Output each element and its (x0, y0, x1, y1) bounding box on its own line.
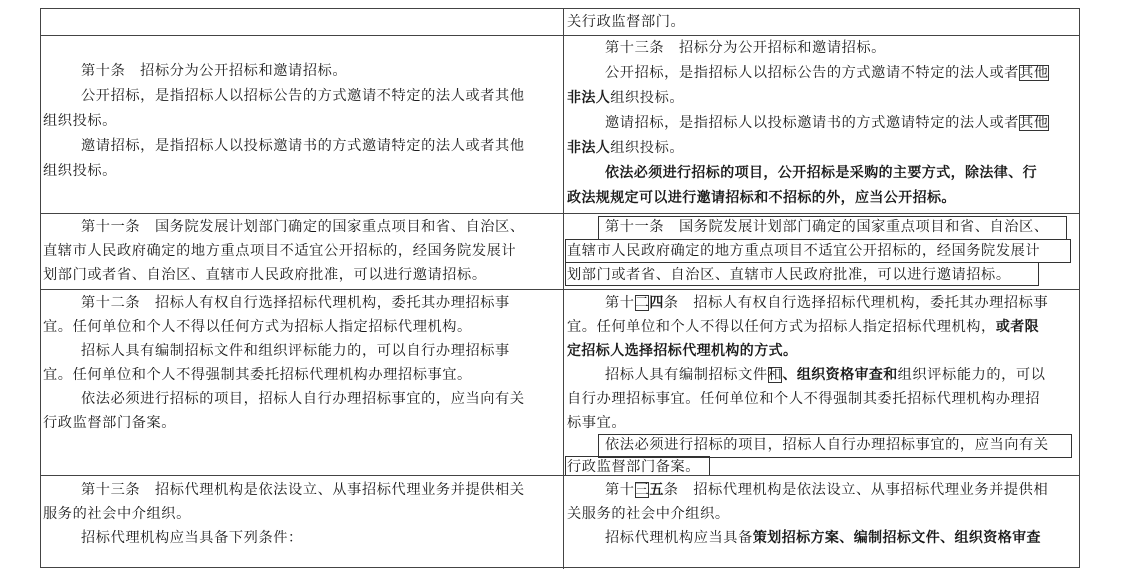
table-row (41, 35, 1079, 213)
left-cell (41, 214, 564, 289)
text-line (567, 113, 1049, 133)
text-line: 宜。任何单位和个人不得以任何方式为招标人指定招标代理机构。 (43, 319, 472, 335)
text-line: 招标代理机构应当具备下列条件： (81, 530, 303, 546)
text-line: 第十三条 招标代理机构是依法设立、从事招标代理业务并提供相关 (81, 482, 525, 498)
text-segment: 组织评标能力的，可以 (897, 367, 1046, 383)
text-line: 标事宜。 (567, 415, 627, 431)
table-row (41, 289, 1079, 475)
text-line (567, 365, 1046, 385)
text-line (567, 317, 1039, 337)
text-segment: 邀请招标，是指招标人以投标邀请书的方式邀请特定的法人或者 (605, 115, 1020, 131)
text-segment: 条 招标代理机构是依法设立、从事招标代理业务并提供相 (663, 482, 1049, 498)
text-segment: 招标代理机构应当具备 (605, 530, 753, 546)
boxed-text: 二 (634, 295, 650, 311)
text-line (567, 293, 1048, 313)
table-row (41, 9, 1079, 35)
text-line: 关行政监督部门。 (567, 14, 686, 30)
text-line: 第十一条 国务院发展计划部门确定的国家重点项目和省、自治区、 (605, 219, 1049, 235)
bold-text: 五 (649, 482, 664, 498)
text-line: 组织投标。 (43, 113, 117, 129)
text-segment: 条 招标人有权自行选择招标代理机构，委托其办理招标事 (663, 295, 1049, 311)
bold-text-line: 政法规规定可以进行邀请招标和不招标的外，应当公开招标。 (567, 190, 956, 206)
text-segment: 第十 (605, 482, 635, 498)
text-line (567, 528, 1041, 548)
text-segment: 第十 (605, 295, 635, 311)
text-segment: 组织投标。 (610, 90, 685, 106)
text-segment: 宜。任何单位和个人不得以任何方式为招标人指定招标代理机构， (567, 319, 996, 335)
text-line: 关服务的社会中介组织。 (567, 506, 730, 522)
right-cell (564, 214, 1079, 289)
boxed-text: 其他 (1019, 65, 1049, 81)
text-line (567, 480, 1048, 500)
comparison-table (40, 8, 1080, 568)
text-line: 第十三条 招标分为公开招标和邀请招标。 (605, 40, 886, 56)
text-line: 依法必须进行招标的项目，招标人自行办理招标事宜的，应当向有关 (605, 437, 1049, 453)
text-line (567, 138, 684, 158)
bold-text-line: 依法必须进行招标的项目，公开招标是采购的主要方式，除法律、行 (605, 165, 1037, 181)
boxed-text: 和 (767, 367, 783, 383)
text-segment: 组织投标。 (610, 140, 685, 156)
text-line: 划部门或者省、自治区、直辖市人民政府批准，可以进行邀请招标。 (43, 267, 487, 283)
text-line (567, 88, 684, 108)
text-line: 第十二条 招标人有权自行选择招标代理机构，委托其办理招标事 (81, 295, 510, 311)
text-line: 依法必须进行招标的项目，招标人自行办理招标事宜的，应当向有关 (81, 391, 525, 407)
text-line: 组织投标。 (43, 163, 117, 179)
left-cell (41, 290, 564, 475)
right-cell (564, 36, 1079, 213)
table-row (41, 213, 1079, 289)
left-cell (41, 476, 564, 569)
table-row (41, 475, 1079, 569)
text-line: 直辖市人民政府确定的地方重点项目不适宜公开招标的，经国务院发展计 (567, 243, 1041, 259)
right-cell (564, 476, 1079, 569)
text-line: 邀请招标，是指招标人以投标邀请书的方式邀请特定的法人或者其他 (81, 138, 525, 154)
right-cell (564, 290, 1079, 475)
text-line: 行政监督部门备案。 (43, 415, 177, 431)
text-line: 自行办理招标事宜。任何单位和个人不得强制其委托招标代理机构办理招 (567, 391, 1041, 407)
text-line: 直辖市人民政府确定的地方重点项目不适宜公开招标的，经国务院发展计 (43, 243, 517, 259)
text-line: 宜。任何单位和个人不得强制其委托招标代理机构办理招标事宜。 (43, 367, 472, 383)
left-cell (41, 36, 564, 213)
text-line (567, 63, 1049, 83)
text-line: 第十一条 国务院发展计划部门确定的国家重点项目和省、自治区、 (81, 219, 525, 235)
text-line: 第十条 招标分为公开招标和邀请招标。 (81, 63, 348, 79)
text-line: 服务的社会中介组织。 (43, 506, 191, 522)
text-line: 行政监督部门备案。 (567, 459, 701, 475)
bold-text: 四 (649, 295, 664, 311)
text-line: 公开招标，是指招标人以招标公告的方式邀请不特定的法人或者其他 (81, 88, 525, 104)
bold-text: 、组织资格审查和 (782, 367, 898, 383)
boxed-text: 三 (634, 482, 650, 498)
bold-text-line: 定招标人选择招标代理机构的方式。 (567, 343, 798, 359)
bold-text: 非法人 (567, 140, 611, 156)
bold-text: 非法人 (567, 90, 611, 106)
right-cell (564, 9, 1079, 35)
bold-text: 策划招标方案、编制招标文件、组织资格审查 (752, 530, 1041, 546)
bold-text: 或者限 (995, 319, 1040, 335)
text-segment: 招标人具有编制招标文件 (605, 367, 768, 383)
text-line: 招标人具有编制招标文件和组织评标能力的，可以自行办理招标事 (81, 343, 510, 359)
boxed-text: 其他 (1019, 115, 1049, 131)
left-cell (41, 9, 564, 35)
text-line: 划部门或者省、自治区、直辖市人民政府批准，可以进行邀请招标。 (567, 267, 1011, 283)
text-segment: 公开招标，是指招标人以招标公告的方式邀请不特定的法人或者 (605, 65, 1020, 81)
